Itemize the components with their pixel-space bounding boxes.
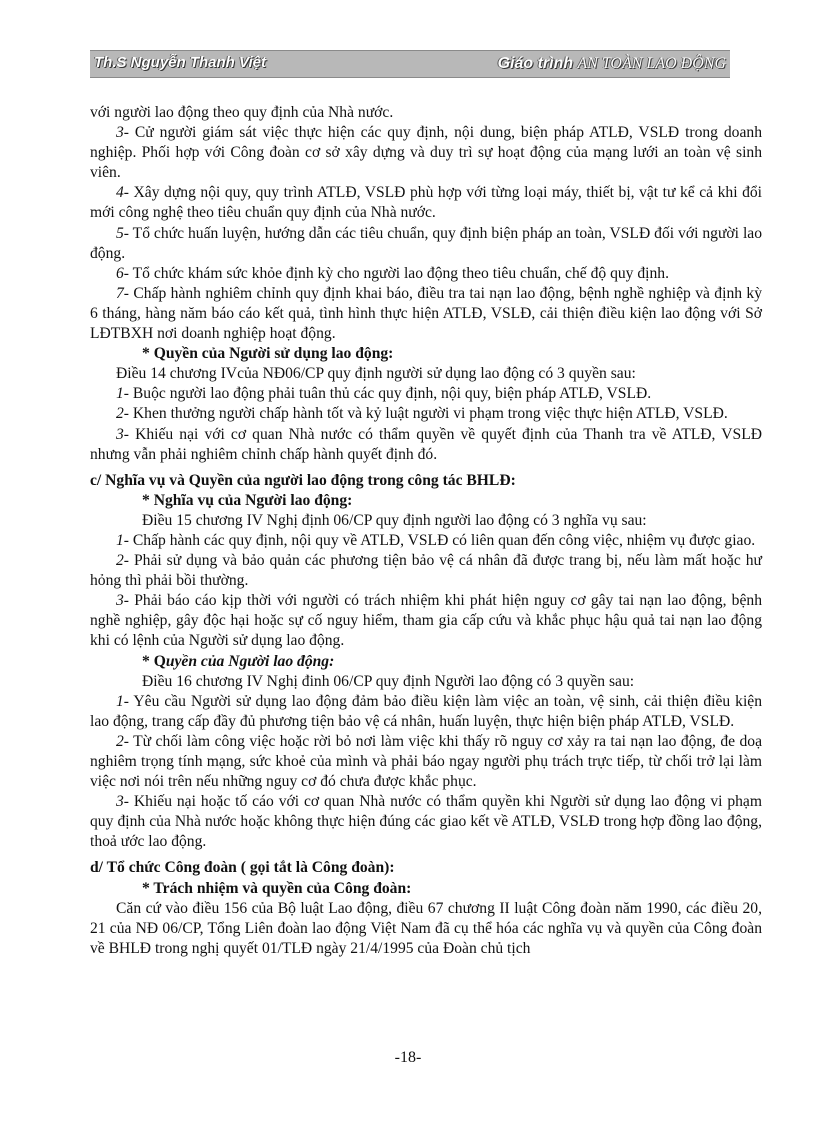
item-text: Khiếu nại với cơ quan Nhà nước có thẩm quyền về quyết định của Thanh tra về ATLĐ, VSLĐ nhưng vẫn phải nghiêm chỉnh chấp hành quyết định đó. bbox=[90, 425, 762, 463]
subsection-heading: * Quyền của Người sử dụng lao động: bbox=[142, 345, 394, 363]
item-text: Buộc người lao động phải tuân thủ các quy định, nội quy, biện pháp ATLĐ, VSLĐ. bbox=[129, 385, 652, 403]
page-number: -18- bbox=[394, 1049, 422, 1066]
subsection-heading-text: uyền của Người lao động: bbox=[165, 652, 335, 670]
item-number: 3- bbox=[116, 793, 129, 811]
list-item bbox=[90, 531, 762, 551]
item-number: 2- bbox=[116, 405, 129, 423]
item-number: 1- bbox=[116, 531, 129, 549]
item-number: 4- bbox=[116, 184, 129, 202]
list-item bbox=[90, 792, 762, 852]
item-number: 6- bbox=[116, 264, 129, 282]
item-text: Tổ chức huấn luyện, hướng dẫn các tiêu chuẩn, quy định biện pháp an toàn, VSLĐ đối với người lao động. bbox=[90, 224, 762, 262]
item-text: Từ chối làm công việc hoặc rời bỏ nơi làm việc khi thấy rõ nguy cơ xảy ra tai nạn lao động, đe doạ nghiêm trọng tính mạng, sức khoẻ của mình và phải báo ngay người phụ trách trực tiếp, từ chối trở lại làm việc nơi nói trên nếu những nguy cơ đó chưa được khắc phục. bbox=[90, 732, 762, 791]
page-header bbox=[90, 50, 730, 78]
subsection-heading bbox=[90, 652, 762, 672]
paragraph: Điều 14 chương IVcủa NĐ06/CP quy định người sử dụng lao động có 3 quyền sau: bbox=[116, 365, 636, 383]
subsection-heading: * Trách nhiệm và quyền của Công đoàn: bbox=[142, 879, 412, 897]
list-item bbox=[90, 692, 762, 732]
item-text: Khiếu nại hoặc tố cáo với cơ quan Nhà nước có thẩm quyền khi Người sử dụng lao động vi phạm quy định của Nhà nước hoặc không thực hiện đúng các giao kết về ATLĐ, VSLĐ trong hợp đồng lao động, thoả ước lao động. bbox=[90, 793, 762, 851]
header-title bbox=[498, 53, 726, 73]
subsection-heading: * Nghĩa vụ của Người lao động: bbox=[142, 491, 353, 509]
item-number: 1- bbox=[116, 385, 129, 403]
item-number: 5- bbox=[116, 224, 129, 242]
list-item bbox=[90, 284, 762, 344]
item-text: Xây dựng nội quy, quy trình ATLĐ, VSLĐ phù hợp với từng loại máy, thiết bị, vật tư kể cả khi đổi mới công nghệ theo tiêu chuẩn quy định của Nhà nước. bbox=[90, 184, 762, 222]
item-text: Khen thưởng người chấp hành tốt và kỷ luật người vi phạm trong việc thực hiện ATLĐ, VSLĐ. bbox=[129, 405, 728, 423]
list-item bbox=[90, 123, 762, 183]
item-number: 3- bbox=[116, 592, 129, 610]
list-item bbox=[90, 183, 762, 223]
list-item bbox=[90, 404, 762, 424]
item-number: 7- bbox=[116, 284, 129, 302]
header-title-prefix: Giáo trình bbox=[497, 55, 574, 72]
list-item bbox=[90, 384, 762, 404]
list-item bbox=[90, 732, 762, 792]
list-item bbox=[90, 551, 762, 591]
item-text: Chấp hành các quy định, nội quy về ATLĐ, VSLĐ có liên quan đến công việc, nhiệm vụ được giao. bbox=[129, 531, 756, 549]
list-item bbox=[90, 264, 762, 284]
paragraph: Điều 16 chương IV Nghị đinh 06/CP quy định Người lao động có 3 quyền sau: bbox=[142, 672, 635, 690]
item-number: 1- bbox=[116, 692, 129, 710]
section-heading-d: d/ Tổ chức Công đoàn ( gọi tắt là Công đoàn): bbox=[90, 859, 395, 877]
list-item bbox=[90, 224, 762, 264]
item-text: Yêu cầu Người sử dụng lao động đảm bảo điều kiện làm việc an toàn, vệ sinh, cải thiện điều kiện lao động, trang cấp đầy đủ phương tiện bảo vệ cá nhân, huấn luyện, thực hiện biện pháp ATLĐ, VSLĐ. bbox=[90, 692, 762, 730]
item-text: Cử người giám sát việc thực hiện các quy định, nội dung, biện pháp ATLĐ, VSLĐ trong doanh nghiệp. Phối hợp với Công đoàn cơ sở xây dựng và duy trì sự hoạt động của mạng lưới an toàn vệ sinh viên. bbox=[90, 124, 762, 182]
list-item bbox=[90, 425, 762, 465]
page-body bbox=[90, 103, 762, 959]
subsection-heading-prefix: * Q bbox=[142, 652, 166, 670]
item-text: Chấp hành nghiêm chỉnh quy định khai báo, điều tra tai nạn lao động, bệnh nghề nghiệp và định kỳ 6 tháng, hàng năm báo cáo kết quả, tình hình thực hiện ATLĐ, VSLĐ, cải thiện điều kiện lao động với Sở LĐTBXH nơi doanh nghiệp hoạt động. bbox=[90, 284, 762, 343]
paragraph: Điều 15 chương IV Nghị định 06/CP quy định người lao động có 3 nghĩa vụ sau: bbox=[142, 511, 647, 529]
item-number: 2- bbox=[116, 732, 129, 750]
item-number: 2- bbox=[116, 552, 129, 570]
item-text: Phải báo cáo kịp thời với người có trách nhiệm khi phát hiện nguy cơ gây tai nạn lao động, bệnh nghề nghiệp, gây độc hại hoặc sự cố nguy hiểm, tham gia cấp cứu và khắc phục hậu quả tai nạn lao động khi có lệnh của Người sử dụng lao động. bbox=[90, 592, 762, 650]
item-text: Tổ chức khám sức khỏe định kỳ cho người lao động theo tiêu chuẩn, chế độ quy định. bbox=[129, 264, 670, 282]
item-number: 3- bbox=[116, 124, 129, 142]
header-title-main: AN TOÀN LAO ĐỘNG bbox=[577, 55, 726, 72]
list-item bbox=[90, 591, 762, 651]
paragraph: với người lao động theo quy định của Nhà nước. bbox=[90, 104, 394, 121]
item-number: 3- bbox=[116, 425, 129, 443]
section-heading-c: c/ Nghĩa vụ và Quyền của người lao động trong công tác BHLĐ: bbox=[90, 471, 516, 489]
paragraph: Căn cứ vào điều 156 của Bộ luật Lao động, điều 67 chương II luật Công đoàn năm 1990, các điều 20, 21 của NĐ 06/CP, Tổng Liên đoàn lao động Việt Nam đã cụ thể hóa các nghĩa vụ và quyền của Công đoàn về BHLĐ trong nghị quyết 01/TLĐ ngày 21/4/1995 của Đoàn chủ tịch bbox=[90, 899, 762, 957]
header-author: Th.S Nguyễn Thanh Việt bbox=[94, 54, 266, 71]
item-text: Phải sử dụng và bảo quản các phương tiện bảo vệ cá nhân đã được trang bị, nếu làm mất hoặc hư hỏng thì phải bồi thường. bbox=[90, 552, 762, 590]
